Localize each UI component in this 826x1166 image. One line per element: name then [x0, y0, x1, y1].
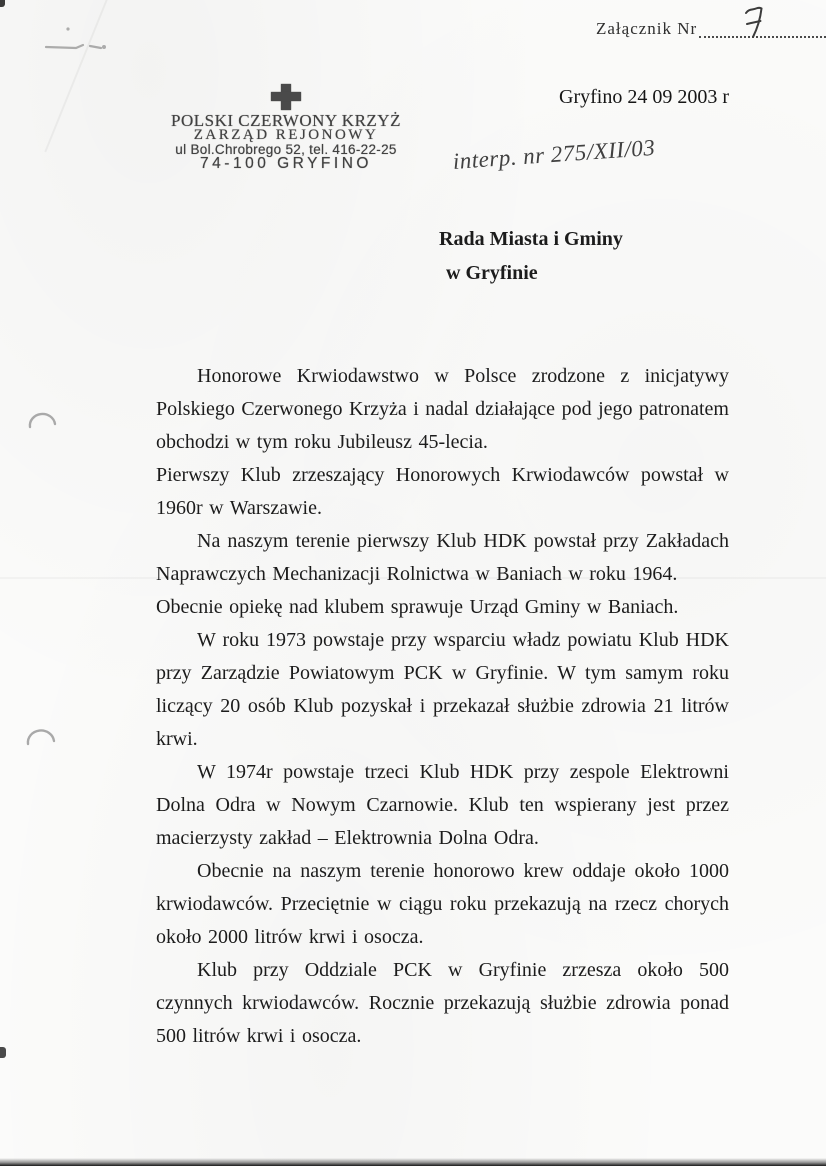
hole-punch-mark: [26, 403, 60, 435]
red-cross-icon: [271, 84, 301, 110]
date-line: Gryfino 24 09 2003 r: [559, 86, 729, 108]
body-paragraph: Pierwszy Klub zrzeszający Honorowych Krwiodawców powstał w 1960r w Warszawie.: [156, 464, 729, 519]
recipient-line1: Rada Miasta i Gminy: [439, 228, 623, 250]
body-paragraph: Klub przy Oddziale PCK w Gryfinie zrzesza około 500 czynnych krwiodawców. Rocznie przekazują służbie zdrowia ponad 500 litrów krwi i osocza.: [156, 959, 729, 1047]
body-paragraph: Obecnie na naszym terenie honorowo krew oddaje około 1000 krwiodawców. Przeciętnie w ciągu roku przekazują na rzecz chorych około 2000 litrów krwi i osocza.: [156, 860, 729, 948]
body-paragraph: Obecnie opiekę nad klubem sprawuje Urząd Gminy w Baniach.: [156, 596, 679, 618]
body-paragraph: W 1974r powstaje trzeci Klub HDK przy zespole Elektrowni Dolna Odra w Nowym Czarnowie. Klub ten wspierany jest przez macierzysty zakład – Elektrownia Dolna Odra.: [156, 761, 729, 849]
stamp-address: ul Bol.Chrobrego 52, tel. 416-22-25: [175, 142, 397, 157]
stamp-org-unit: ZARZĄD REJONOWY: [193, 127, 379, 143]
pencil-scribble-mark: [38, 20, 124, 58]
stamp-org-name: POLSKI CZERWONY KRZYŻ: [171, 111, 401, 130]
scan-bottom-edge: [0, 1158, 826, 1166]
scan-corner-mark: [0, 0, 5, 7]
recipient-line2: w Gryfinie: [446, 262, 538, 284]
handwritten-interp-note: interp. nr 275/XII/03: [452, 134, 657, 174]
rubber-stamp: [150, 84, 422, 171]
attachment-number-handwritten: [741, 3, 767, 41]
body-paragraph: Honorowe Krwiodawstwo w Polsce zrodzone z inicjatywy Polskiego Czerwonego Krzyża i nadal działające pod jego patronatem obchodzi w tym roku Jubileusz 45-lecia.: [156, 365, 729, 453]
recipient-block: [439, 222, 623, 290]
body-paragraph: Na naszym terenie pierwszy Klub HDK powstał przy Zakładach Naprawczych Mechanizacji Rolnictwa w Baniach w roku 1964.: [156, 530, 729, 585]
body-paragraph: W roku 1973 powstaje przy wsparciu władz powiatu Klub HDK przy Zarządzie Powiatowym PCK w Gryfinie. W tym samym roku liczący 20 osób Klub pozyskał i przekazał służbie zdrowia 21 litrów krwi.: [156, 629, 729, 750]
attachment-label: Załącznik Nr: [596, 19, 698, 38]
stamp-city: 74-100 GRYFINO: [200, 155, 372, 172]
hole-punch-mark: [24, 719, 58, 751]
scan-edge-mark: [0, 1047, 6, 1058]
letter-body: [156, 360, 729, 1053]
